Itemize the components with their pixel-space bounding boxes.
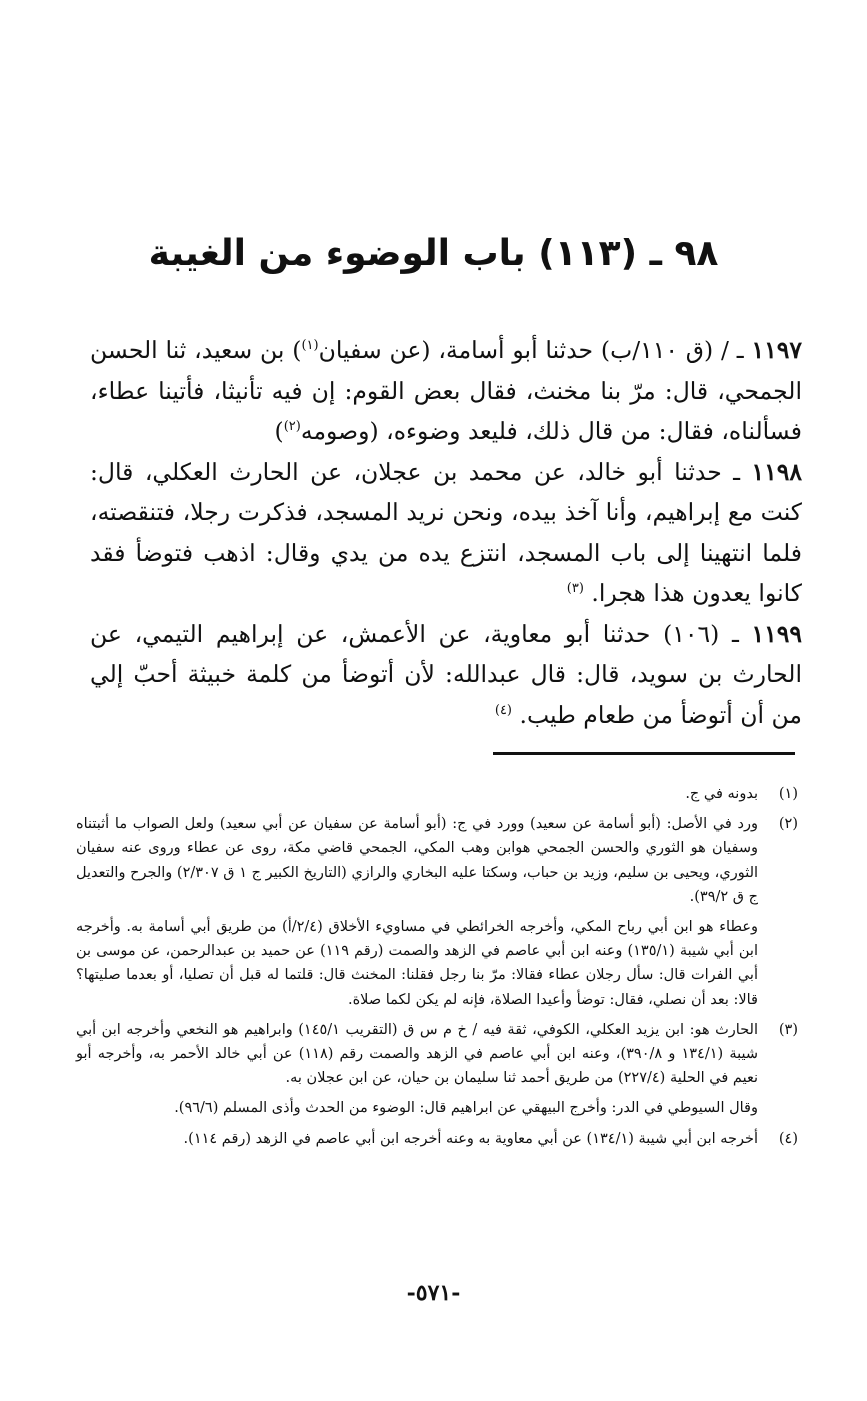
footnote-text: بدونه في ج. — [685, 786, 758, 802]
hadith-1197 — [90, 330, 802, 452]
hadith-text: ) بن سعيد، ثنا الحسن الجمحي، قال: مرّ بنا مخنث، فقال بعض القوم: إن فيه تأنيثا، فأتينا عطاء، فسألناه، فقال: من قال ذلك، فليعد وضوءه، (وصومه — [90, 336, 802, 445]
footnote-number: (٣) — [778, 1021, 798, 1038]
footnote-4 — [76, 1127, 798, 1151]
hadith-number: ١١٩٧ — [751, 336, 802, 364]
hadith-number: ١١٩٩ — [751, 619, 802, 648]
hadith-1198 — [90, 452, 802, 614]
footnote-body — [76, 782, 758, 806]
footnote-body — [76, 812, 758, 1012]
footnote-1 — [76, 782, 798, 806]
hadith-1199 — [90, 614, 802, 736]
footnote-text: وعطاء هو ابن أبي رباح المكي، وأخرجه الخرائطي في مساويء الأخلاق (٢/٤/أ) من طريق أبي أسامة به. وأخرجه ابن أبي شيبة (١٣٥/١) وعنه ابن أبي عاصم في الزهد والصمت (رقم ١١٩) عن حميد بن عبدالرحمن، عن موسى بن أبي الفرات قال: سأل رجلان عطاء فقالا: مرّ بنا رجل فقلنا: المخنث قال: قلتما له قبل أن تصليا، أو بعدما صليتها؟ قالا: بعد أن نصلي، فقال: توضأ وأعيدا الصلاة، فإنه لم يكن لكما صلاة. — [76, 919, 758, 1008]
footnote-text: أخرجه ابن أبي شيبة (١٣٤/١) عن أبي معاوية به وعنه أخرجه ابن أبي عاصم في الزهد (رقم ١١٤). — [183, 1130, 758, 1147]
footnote-ref: (٣) — [566, 581, 584, 597]
footnote-number: (٢) — [778, 816, 798, 833]
footnote-3 — [76, 1018, 798, 1121]
footnote-2 — [76, 812, 798, 1012]
hadith-text: ) — [274, 417, 284, 445]
footnote-ref: (٢) — [283, 419, 301, 435]
page-number: -٥٧١- — [406, 1280, 461, 1306]
hadith-text: ـ (١٠٦) حدثنا أبو معاوية، عن الأعمش، عن إبراهيم التيمي، عن الحارث بن سويد، قال: قال عبدالله: لأن أتوضأ من كلمة خبيثة أحبّ إلي من أن أتوضأ من طعام طيب. — [90, 619, 802, 729]
footnote-divider — [493, 752, 795, 755]
footnotes — [76, 782, 798, 1151]
footnote-body — [76, 1127, 758, 1151]
footnote-text: وقال السيوطي في الدر: وأخرج البيهقي عن ابراهيم قال: الوضوء من الحدث وأذى المسلم (٩٦/٦). — [174, 1100, 758, 1117]
footnote-ref: (٤) — [494, 702, 512, 718]
footnote-number: (١) — [778, 786, 798, 802]
hadith-text: ـ حدثنا أبو خالد، عن محمد بن عجلان، عن الحارث العكلي، قال: كنت مع إبراهيم، وأنا آخذ بيده، ونحن نريد المسجد، فذكرت رجلا، فتنقصته، فلما انتهينا إلى باب المسجد، انتزع يده من يدي وقال: اذهب فتوضأ فقد كانوا يعدون هذا هجرا. — [90, 457, 802, 607]
main-text — [90, 330, 802, 735]
footnote-ref: (١) — [301, 338, 319, 354]
footnote-text: الحارث هو: ابن يزيد العكلي، الكوفي، ثقة فيه / خ م س ق (التقريب ١٤٥/١) وابراهيم هو النخعي وأخرجه ابن أبي شيبة (١٣٤/١ و ٣٩٠/٨)، وعنه ابن أبي عاصم في الزهد والصمت رقم (١١٨) عن أبي خالد الأحمر به، وأخرجه أبو نعيم في الحلية (٢٢٧/٤) من طريق أحمد ثنا سليمان بن حيان، عن ابن عجلان به. — [76, 1021, 759, 1087]
hadith-text: ـ / (ق ١١٠/ب) حدثنا أبو أسامة، (عن سفيان — [318, 336, 752, 364]
hadith-number: ١١٩٨ — [751, 457, 802, 486]
footnote-text: ورد في الأصل: (أبو أسامة عن سعيد) وورد في ج: (أبو أسامة عن سفيان عن أبي سعيد) ولعل الصواب ما أثبتناه وسفيان هو الثوري والحسن الجمحي هوابن وهب المكي، الجمحي قاضي مكة، روى عن عطاء وروى عنه سفيان الثوري، ويحيى بن سليم، وزيد بن حباب، وسكتا عليه البخاري والرازي (التاريخ الكبير ج ١ ق ٢/٣٠٧) والجرح والتعديل ج ق ٣٩/٢). — [76, 816, 759, 905]
chapter-title: ٩٨ ـ (١١٣) باب الوضوء من الغيبة — [148, 233, 719, 274]
footnote-body — [76, 1018, 758, 1121]
footnote-number: (٤) — [778, 1130, 798, 1147]
